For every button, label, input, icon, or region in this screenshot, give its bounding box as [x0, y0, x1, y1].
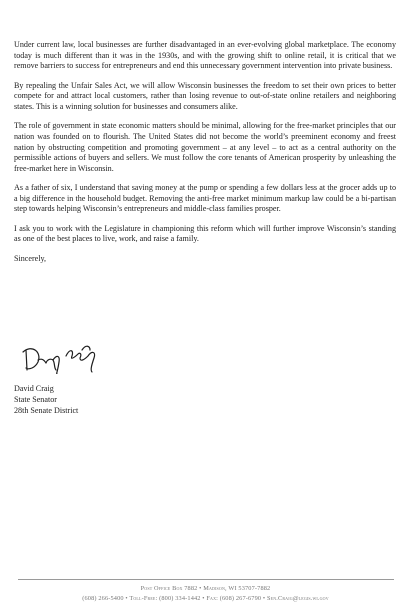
- signer-title: State Senator: [14, 395, 57, 404]
- paragraph-5: I ask you to work with the Legislature in championing this reform which will further improve Wisconsin’s standing as one of the best places to live, work, and raise a family.: [14, 223, 396, 244]
- paragraph-4: As a father of six, I understand that saving money at the pump or spending a few dollars less at the grocer adds up to a big difference in the household budget. Removing the anti-free market minimum markup law could be a bi-partisan step towards helping Wisconsin’s entrepreneurs and middle-class families prosper.: [14, 183, 396, 214]
- paragraph-2: By repealing the Unfair Sales Act, we will allow Wisconsin businesses the freedom to set their own prices to better compete for and attract local customers, rather than losing revenue to out-of-state online retailers and neighboring states. This is a winning solution for businesses and consumers alike.: [14, 80, 396, 111]
- closing: Sincerely,: [14, 253, 47, 263]
- paragraph-1: Under current law, local businesses are further disadvantaged in an ever-evolving global marketplace. The economy today is much different than it was in the 1930s, and with the growing shift to online retail, it is critical that we remove barriers to success for entrepreneurs and end this unnecessary government intervention into private business.: [14, 40, 396, 71]
- paragraph-3: The role of government in state economic matters should be minimal, allowing for the free-market principles that our nation was founded on to flourish. The United States did not become the world’s preeminent economy and freest nation by obstructing competition and promoting government – at any level – to act as a central authority on the permissible actions of buyers and sellers. We must follow the core tenants of American prosperity by unleashing the free-market here in Wisconsin.: [14, 121, 396, 173]
- footer-address: Post Office Box 7882 • Madison, WI 53707-7882: [140, 585, 271, 592]
- signer-district: 28th Senate District: [14, 406, 79, 415]
- letter-body: [14, 40, 396, 273]
- footer-divider: [18, 579, 394, 580]
- handwritten-signature: [20, 330, 110, 374]
- signer-block: [14, 383, 78, 416]
- signer-name: David Craig: [14, 384, 54, 393]
- footer-contact: (608) 266-5400 • Toll-Free: (800) 334-1442 • Fax: (608) 267-6790 • Sen.Craig@legis.wi.gov: [82, 595, 329, 602]
